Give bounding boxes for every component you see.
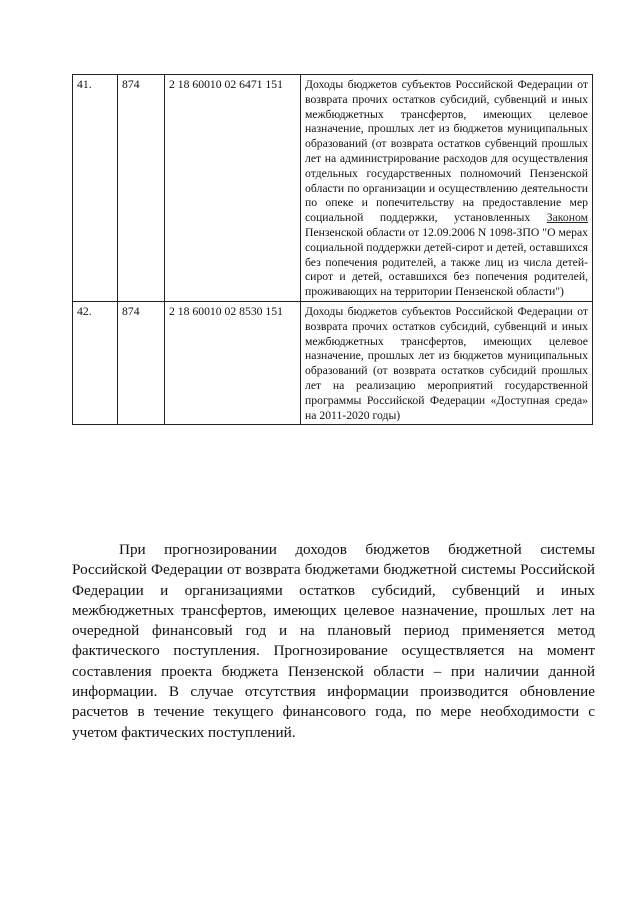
table-row [73,75,593,302]
admin-code: 874 [118,301,165,424]
row-number: 41. [73,75,118,302]
revenue-description: Доходы бюджетов субъектов Российской Федерации от возврата прочих остатков субсидий, субвенций и иных межбюджетных трансфертов, имеющих целевое назначение, прошлых лет из бюджетов муниципальных образований (от возврата остатков субсидий прошлых лет на реализацию мероприятий государственной программы Российской Федерации «Доступная среда» на 2011-2020 годы) [301,301,593,424]
row-number: 42. [73,301,118,424]
revenue-table [72,74,593,425]
admin-code: 874 [118,75,165,302]
revenue-description [301,75,593,302]
body-paragraph: При прогнозировании доходов бюджетов бюджетной системы Российской Федерации от возврата бюджетами бюджетной системы Российской Федерации и организациями остатков субсидий, субвенций и иных межбюджетных трансфертов, имеющих целевое назначение, прошлых лет на очередной финансовый год и на плановый период применяется метод фактического поступления. Прогнозирование осуществляется на момент составления проекта бюджета Пензенской области – при наличии данной информации. В случае отсутствия информации производится обновление расчетов в течение текущего финансового года, по мере необходимости с учетом фактических поступлений. [72,541,595,741]
description-text: Пензенской области от 12.09.2006 N 1098-ЗПО "О мерах социальной поддержки детей-сирот и детей, оставшихся без попечения родителей, а также лиц из числа детей-сирот и детей, оставшихся без попечения родителей, проживающих на территории Пензенской области") [305,225,588,299]
law-link[interactable]: Законом [546,211,588,225]
table-row [73,301,593,424]
description-text: Доходы бюджетов субъектов Российской Федерации от возврата прочих остатков субсидий, субвенций и иных межбюджетных трансфертов, имеющих целевое назначение, прошлых лет из бюджетов муниципальных образований (от возврата остатков субвенций прошлых лет на администрирование расходов для осуществления отдельных государственных полномочий Пензенской области по организации и осуществлению деятельности по опеке и попечительству на предоставление мер социальной поддержки, установленных [305,78,588,225]
budget-classification-code: 2 18 60010 02 6471 151 [165,75,301,302]
budget-classification-code: 2 18 60010 02 8530 151 [165,301,301,424]
